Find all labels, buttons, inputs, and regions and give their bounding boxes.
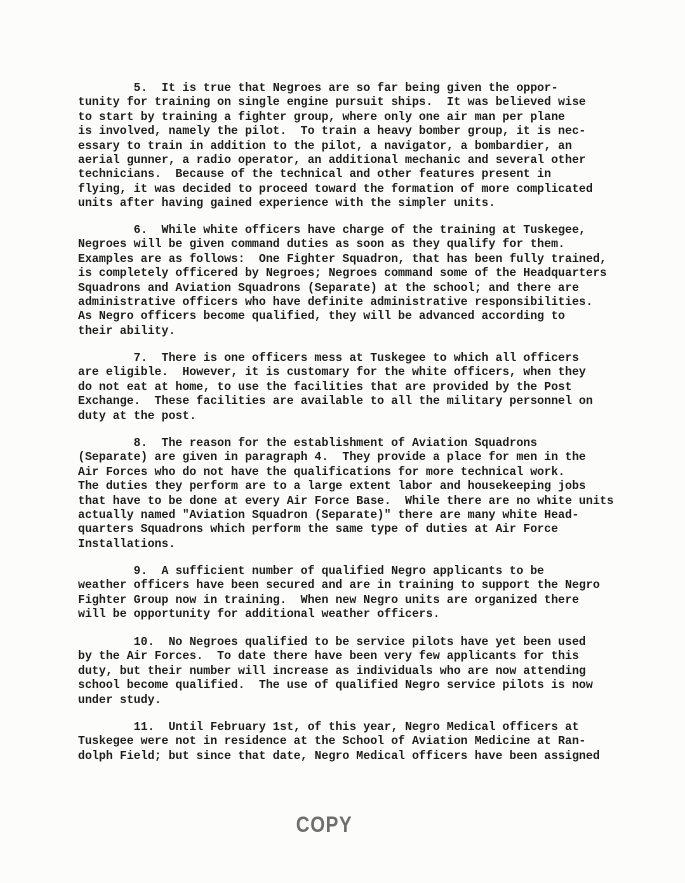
text-line: 7. There is one officers mess at Tuskegee to which all officers [78,352,579,365]
text-line: do not eat at home, to use the facilities that are provided by the Post [78,380,572,394]
text-line: quarters Squadrons which perform the same type of duties at Air Force [78,523,559,537]
text-line: Fighter Group now in training. When new Negro units are organized there [78,593,579,607]
text-line: duty, but their number will increase as individuals who are now attending [78,664,586,678]
text-line: (Separate) are given in paragraph 4. They provide a place for men in the [78,451,586,465]
text-line: Exchange. These facilities are available to all the military personnel on [78,395,593,409]
text-line: 9. A sufficient number of qualified Negro applicants to be [78,565,545,578]
text-line: will be opportunity for additional weather officers. [78,608,440,622]
text-line: 10. No Negroes qualified to be service pilots have yet been used [78,636,586,649]
text-line: Tuskegee were not in residence at the School of Aviation Medicine at Ran- [78,735,586,749]
text-line: flying, it was decided to proceed toward the formation of more complicated [78,182,593,196]
text-line: As Negro officers become qualified, they will be advanced according to [78,310,566,324]
text-line: 8. The reason for the establishment of Aviation Squadrons [78,437,538,450]
text-line: 11. Until February 1st, of this year, Negro Medical officers at [78,721,579,734]
text-line: is involved, namely the pilot. To train a heavy bomber group, it is nec- [78,125,586,139]
text-line: 5. It is true that Negroes are so far being given the oppor- [78,82,559,95]
text-line: by the Air Forces. To date there have been very few applicants for this [78,650,579,664]
text-line: units after having gained experience with the simpler units. [78,197,496,211]
text-line: tunity for training on single engine pursuit ships. It was believed wise [78,96,586,110]
text-line: that have to be done at every Air Force Base. While there are no white units [78,494,614,508]
text-line: actually named "Aviation Squadron (Separate)" there are many white Head- [78,509,579,523]
text-line: weather officers have been secured and are in training to support the Negro [78,579,600,593]
text-line: 6. While white officers have charge of the training at Tuskegee, [78,224,586,237]
paragraph-10 [78,636,618,708]
text-line: school become qualified. The use of qualified Negro service pilots is now [78,679,593,693]
text-line: under study. [78,693,162,707]
text-line: Squadrons and Aviation Squadrons (Separate) at the school; and there are [78,281,579,295]
paragraph-11 [78,721,618,764]
text-line: Installations. [78,537,176,551]
paragraph-5 [78,82,618,212]
paragraph-8 [78,437,618,552]
text-line: essary to train in addition to the pilot, a navigator, a bombardier, an [78,139,572,153]
text-line: are eligible. However, it is customary for the white officers, when they [78,366,586,380]
text-line: duty at the post. [78,409,197,423]
text-line: administrative officers who have definite administrative responsibilities. [78,296,593,310]
copy-stamp: COPY [296,812,353,837]
text-line: Examples are as follows: One Fighter Squadron, that has been fully trained, [78,252,607,266]
text-line: is completely officered by Negroes; Negroes command some of the Headquarters [78,267,607,281]
text-line: to start by training a fighter group, where only one air man per plane [78,110,566,124]
text-line: dolph Field; but since that date, Negro Medical officers have been assigned [78,749,600,763]
paragraph-6 [78,224,618,339]
text-line: aerial gunner, a radio operator, an additional mechanic and several other [78,154,586,168]
text-line: their ability. [78,324,176,338]
paragraph-9 [78,565,618,623]
text-line: Air Forces who do not have the qualifications for more technical work. [78,465,566,479]
text-line: Negroes will be given command duties as soon as they qualify for them. [78,238,566,252]
text-line: The duties they perform are to a large extent labor and housekeeping jobs [78,480,586,494]
paragraph-7 [78,352,618,424]
text-line: technicians. Because of the technical and other features present in [78,168,552,182]
